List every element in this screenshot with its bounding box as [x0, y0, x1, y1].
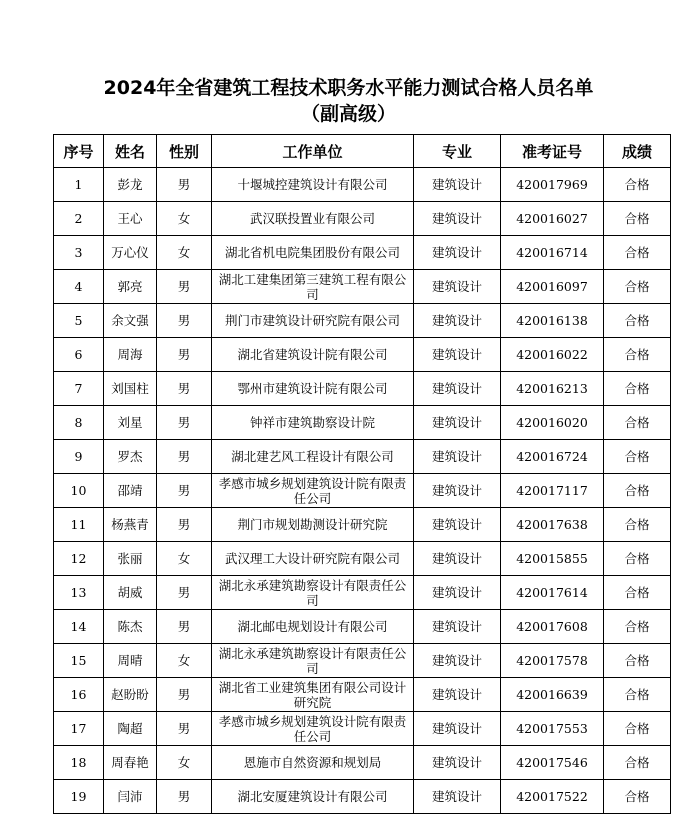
table-row — [54, 508, 671, 542]
cell-ticket-number: 420016213 — [501, 372, 604, 406]
cell-seq: 8 — [54, 406, 104, 440]
cell-seq: 2 — [54, 202, 104, 236]
cell-major: 建筑设计 — [414, 406, 501, 440]
cell-employer: 湖北邮电规划设计有限公司 — [212, 610, 414, 644]
table-row — [54, 780, 671, 814]
cell-name: 邵靖 — [104, 474, 157, 508]
cell-result: 合格 — [604, 712, 671, 746]
cell-gender: 女 — [157, 542, 212, 576]
cell-result: 合格 — [604, 746, 671, 780]
table-row — [54, 338, 671, 372]
cell-ticket-number: 420017614 — [501, 576, 604, 610]
cell-ticket-number: 420017117 — [501, 474, 604, 508]
cell-seq: 16 — [54, 678, 104, 712]
cell-gender: 男 — [157, 338, 212, 372]
cell-seq: 6 — [54, 338, 104, 372]
cell-result: 合格 — [604, 474, 671, 508]
cell-employer: 湖北永承建筑勘察设计有限责任公司 — [212, 576, 414, 610]
header-major: 专业 — [414, 135, 501, 168]
cell-ticket-number: 420017546 — [501, 746, 604, 780]
cell-major: 建筑设计 — [414, 372, 501, 406]
cell-employer: 钟祥市建筑勘察设计院 — [212, 406, 414, 440]
cell-major: 建筑设计 — [414, 712, 501, 746]
cell-ticket-number: 420017522 — [501, 780, 604, 814]
cell-result: 合格 — [604, 576, 671, 610]
cell-gender: 男 — [157, 678, 212, 712]
table-row — [54, 474, 671, 508]
cell-seq: 14 — [54, 610, 104, 644]
cell-employer: 湖北省工业建筑集团有限公司设计研究院 — [212, 678, 414, 712]
cell-gender: 女 — [157, 746, 212, 780]
cell-major: 建筑设计 — [414, 202, 501, 236]
table-row — [54, 576, 671, 610]
cell-gender: 女 — [157, 644, 212, 678]
cell-major: 建筑设计 — [414, 746, 501, 780]
table-row — [54, 236, 671, 270]
table-row — [54, 678, 671, 712]
cell-employer: 十堰城控建筑设计有限公司 — [212, 168, 414, 202]
cell-ticket-number: 420016097 — [501, 270, 604, 304]
cell-employer: 荆门市规划勘测设计研究院 — [212, 508, 414, 542]
table-row — [54, 610, 671, 644]
header-result: 成绩 — [604, 135, 671, 168]
table-body — [54, 168, 671, 814]
cell-employer: 鄂州市建筑设计院有限公司 — [212, 372, 414, 406]
cell-name: 陈杰 — [104, 610, 157, 644]
header-employer: 工作单位 — [212, 135, 414, 168]
cell-name: 余文强 — [104, 304, 157, 338]
cell-gender: 女 — [157, 236, 212, 270]
cell-ticket-number: 420016639 — [501, 678, 604, 712]
cell-seq: 5 — [54, 304, 104, 338]
cell-ticket-number: 420017608 — [501, 610, 604, 644]
cell-result: 合格 — [604, 610, 671, 644]
document-title: 2024年全省建筑工程技术职务水平能力测试合格人员名单 — [103, 77, 594, 99]
cell-major: 建筑设计 — [414, 610, 501, 644]
cell-ticket-number: 420017969 — [501, 168, 604, 202]
cell-ticket-number: 420016020 — [501, 406, 604, 440]
table-row — [54, 406, 671, 440]
cell-name: 胡威 — [104, 576, 157, 610]
cell-major: 建筑设计 — [414, 508, 501, 542]
cell-result: 合格 — [604, 372, 671, 406]
cell-name: 郭亮 — [104, 270, 157, 304]
cell-ticket-number: 420017638 — [501, 508, 604, 542]
cell-seq: 3 — [54, 236, 104, 270]
cell-seq: 4 — [54, 270, 104, 304]
cell-gender: 女 — [157, 202, 212, 236]
cell-major: 建筑设计 — [414, 440, 501, 474]
cell-employer: 湖北永承建筑勘察设计有限责任公司 — [212, 644, 414, 678]
cell-name: 刘星 — [104, 406, 157, 440]
cell-gender: 男 — [157, 474, 212, 508]
header-row — [54, 135, 671, 168]
cell-name: 罗杰 — [104, 440, 157, 474]
cell-ticket-number: 420016714 — [501, 236, 604, 270]
cell-major: 建筑设计 — [414, 474, 501, 508]
table-row — [54, 440, 671, 474]
cell-name: 陶超 — [104, 712, 157, 746]
cell-seq: 12 — [54, 542, 104, 576]
cell-seq: 13 — [54, 576, 104, 610]
cell-result: 合格 — [604, 780, 671, 814]
table-row — [54, 304, 671, 338]
cell-gender: 男 — [157, 712, 212, 746]
cell-major: 建筑设计 — [414, 236, 501, 270]
cell-result: 合格 — [604, 270, 671, 304]
table-row — [54, 168, 671, 202]
table-row — [54, 202, 671, 236]
cell-gender: 男 — [157, 610, 212, 644]
cell-employer: 孝感市城乡规划建筑设计院有限责任公司 — [212, 712, 414, 746]
cell-major: 建筑设计 — [414, 168, 501, 202]
cell-name: 彭龙 — [104, 168, 157, 202]
cell-employer: 湖北省机电院集团股份有限公司 — [212, 236, 414, 270]
cell-employer: 湖北建艺风工程设计有限公司 — [212, 440, 414, 474]
cell-seq: 11 — [54, 508, 104, 542]
cell-ticket-number: 420016027 — [501, 202, 604, 236]
cell-result: 合格 — [604, 678, 671, 712]
cell-name: 王心 — [104, 202, 157, 236]
cell-ticket-number: 420015855 — [501, 542, 604, 576]
cell-employer: 孝感市城乡规划建筑设计院有限责任公司 — [212, 474, 414, 508]
cell-seq: 9 — [54, 440, 104, 474]
cell-gender: 男 — [157, 406, 212, 440]
cell-result: 合格 — [604, 542, 671, 576]
cell-employer: 湖北省建筑设计院有限公司 — [212, 338, 414, 372]
table-row — [54, 712, 671, 746]
cell-result: 合格 — [604, 236, 671, 270]
cell-gender: 男 — [157, 168, 212, 202]
table-row — [54, 644, 671, 678]
cell-name: 周春艳 — [104, 746, 157, 780]
cell-gender: 男 — [157, 576, 212, 610]
cell-gender: 男 — [157, 372, 212, 406]
header-name: 姓名 — [104, 135, 157, 168]
cell-ticket-number: 420016724 — [501, 440, 604, 474]
cell-major: 建筑设计 — [414, 644, 501, 678]
cell-seq: 15 — [54, 644, 104, 678]
cell-major: 建筑设计 — [414, 304, 501, 338]
cell-name: 刘国柱 — [104, 372, 157, 406]
cell-major: 建筑设计 — [414, 542, 501, 576]
cell-name: 张丽 — [104, 542, 157, 576]
header-gender: 性别 — [157, 135, 212, 168]
table-row — [54, 270, 671, 304]
cell-seq: 18 — [54, 746, 104, 780]
cell-ticket-number: 420017553 — [501, 712, 604, 746]
cell-result: 合格 — [604, 440, 671, 474]
cell-employer: 武汉理工大设计研究院有限公司 — [212, 542, 414, 576]
cell-name: 周晴 — [104, 644, 157, 678]
cell-gender: 男 — [157, 440, 212, 474]
document-subtitle: （副高级） — [300, 103, 396, 125]
cell-major: 建筑设计 — [414, 780, 501, 814]
cell-employer: 湖北工建集团第三建筑工程有限公司 — [212, 270, 414, 304]
cell-seq: 1 — [54, 168, 104, 202]
cell-ticket-number: 420016022 — [501, 338, 604, 372]
cell-gender: 男 — [157, 270, 212, 304]
cell-gender: 男 — [157, 508, 212, 542]
cell-seq: 10 — [54, 474, 104, 508]
table-row — [54, 372, 671, 406]
cell-seq: 19 — [54, 780, 104, 814]
cell-result: 合格 — [604, 644, 671, 678]
cell-name: 周海 — [104, 338, 157, 372]
cell-seq: 17 — [54, 712, 104, 746]
cell-major: 建筑设计 — [414, 270, 501, 304]
cell-major: 建筑设计 — [414, 576, 501, 610]
cell-name: 闫沛 — [104, 780, 157, 814]
cell-major: 建筑设计 — [414, 678, 501, 712]
table-row — [54, 746, 671, 780]
table-row — [54, 542, 671, 576]
table-header — [54, 135, 671, 168]
cell-result: 合格 — [604, 304, 671, 338]
cell-name: 赵盼盼 — [104, 678, 157, 712]
cell-name: 杨燕青 — [104, 508, 157, 542]
header-ticket-number: 准考证号 — [501, 135, 604, 168]
cell-major: 建筑设计 — [414, 338, 501, 372]
cell-result: 合格 — [604, 338, 671, 372]
cell-result: 合格 — [604, 168, 671, 202]
cell-gender: 男 — [157, 780, 212, 814]
cell-employer: 湖北安厦建筑设计有限公司 — [212, 780, 414, 814]
cell-employer: 荆门市建筑设计研究院有限公司 — [212, 304, 414, 338]
cell-result: 合格 — [604, 202, 671, 236]
cell-seq: 7 — [54, 372, 104, 406]
cell-result: 合格 — [604, 508, 671, 542]
cell-name: 万心仪 — [104, 236, 157, 270]
cell-ticket-number: 420017578 — [501, 644, 604, 678]
cell-gender: 男 — [157, 304, 212, 338]
cell-employer: 武汉联投置业有限公司 — [212, 202, 414, 236]
header-seq: 序号 — [54, 135, 104, 168]
results-table — [53, 134, 671, 814]
cell-ticket-number: 420016138 — [501, 304, 604, 338]
cell-result: 合格 — [604, 406, 671, 440]
cell-employer: 恩施市自然资源和规划局 — [212, 746, 414, 780]
